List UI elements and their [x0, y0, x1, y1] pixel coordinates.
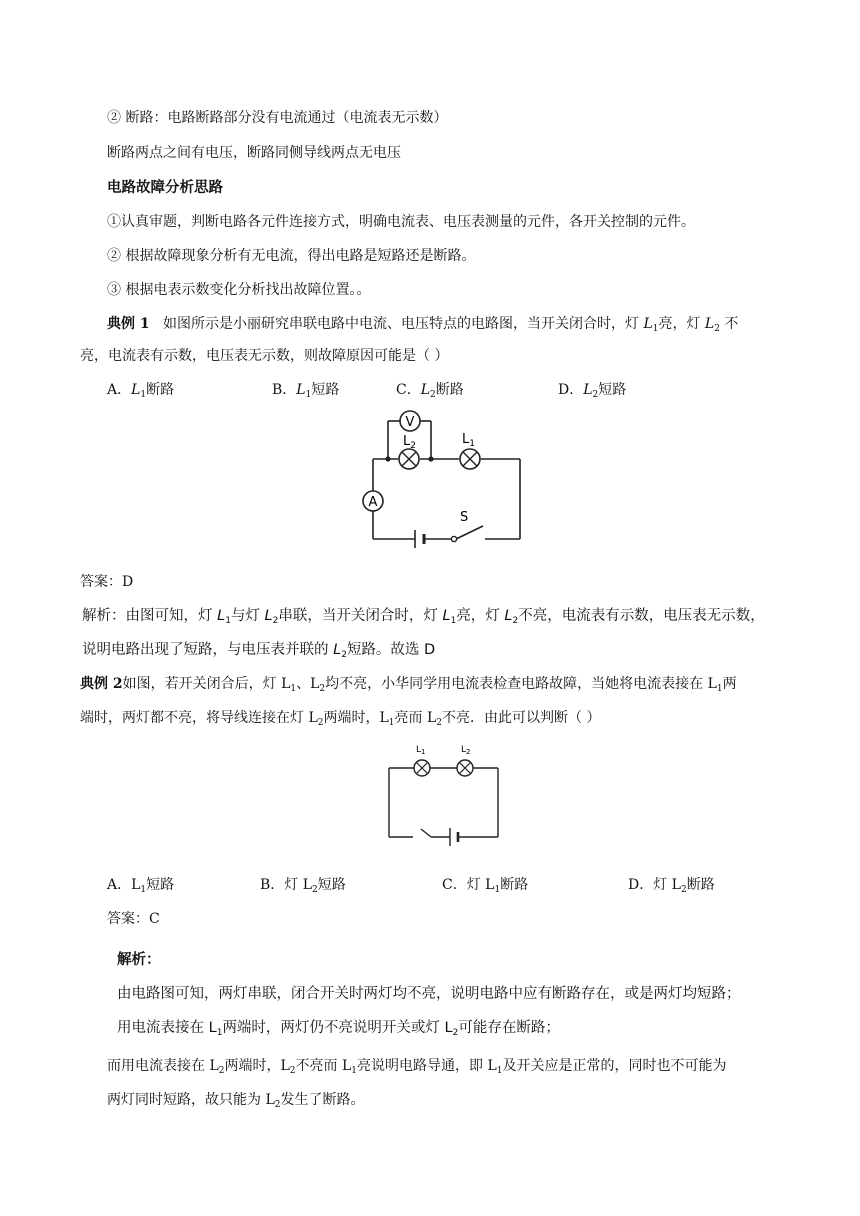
- text-line-open-circuit: ② 断路：电路断路部分没有电流通过（电流表无示数）: [107, 110, 448, 126]
- example2-analysis-line1: 由电路图可知，两灯串联，闭合开关时两灯均不亮，说明电路中应有断路存在，或是两灯均短路；: [117, 986, 741, 1002]
- example2-analysis-line4: 两灯同时短路，故只能为 $L_2$发生了断路。: [107, 1092, 365, 1110]
- example2-question-line2: 端时，两灯都不亮，将导线连接在灯 $L_2$两端时，$L_1$亮而 $L_2$不亮．由此可以判断（ ）: [80, 710, 601, 728]
- lamp2-label: $L_2$: [403, 434, 416, 451]
- circuit-diagram-2: [385, 740, 505, 845]
- example1-label: 典例 1: [107, 316, 150, 332]
- example1-option-a: A．$L_1$断路: [107, 382, 175, 400]
- lamp2-label: $L_2$: [461, 745, 471, 756]
- example1-question-line1: 典例 1 如图所示是小丽研究串联电路中电流、电压特点的电路图，当开关闭合时，灯 $L_1$亮，灯 $L_2$ 不: [107, 316, 739, 334]
- section-heading: 电路故障分析思路: [107, 180, 223, 196]
- switch-label: S: [460, 510, 469, 525]
- lamp-icon: [399, 449, 419, 469]
- example2-option-c: C．灯 $L_1$断路: [442, 877, 529, 895]
- example1-analysis-line1: 解析：由图可知，灯 $L_1$与灯 $L_2$串联，当开关闭合时，灯 $L_1$亮，灯 $L_2$不亮，电流表有示数，电压表无示数，: [82, 608, 765, 626]
- example1-analysis-line2: 说明电路出现了短路，与电压表并联的 $L_2$短路。故选 D: [82, 642, 436, 660]
- example1-option-c: C．$L_2$断路: [396, 382, 464, 400]
- example1-question-line2: 亮，电流表有示数，电压表无示数，则故障原因可能是（ ）: [80, 348, 449, 364]
- example2-question-line1: 典例 2如图，若开关闭合后，灯 $L_1$、$L_2$均不亮，小华同学用电流表检查电路故障，当她将电流表接在 $L_1$两: [80, 676, 737, 694]
- ammeter-label: A: [368, 495, 378, 510]
- example2-option-b: B．灯 $L_2$短路: [260, 877, 346, 895]
- voltmeter-label: V: [405, 415, 415, 430]
- example1-answer: 答案：D: [80, 574, 134, 590]
- example1-option-d: D．$L_2$短路: [558, 382, 627, 400]
- text-step-2: ② 根据故障现象分析有无电流，得出电路是短路还是断路。: [107, 248, 476, 264]
- example2-label: 典例 2: [80, 676, 123, 692]
- example2-analysis-line3: 而用电流表接在 $L_2$两端时，$L_2$不亮而 $L_1$亮说明电路导通，即 $L_1$及开关应是正常的，同时也不可能为: [107, 1058, 727, 1076]
- text-line-voltage: 断路两点之间有电压，断路同侧导线两点无电压: [107, 145, 401, 161]
- example2-analysis-line2: 用电流表接在 $L_1$两端时，两灯仍不亮说明开关或灯 $L_2$可能存在断路；: [117, 1020, 560, 1038]
- example2-answer: 答案：C: [107, 911, 160, 927]
- example2-option-d: D．灯 $L_2$断路: [628, 877, 715, 895]
- example1-option-b: B．$L_1$短路: [272, 382, 340, 400]
- lamp1-label: $L_1$: [462, 432, 475, 449]
- lamp-icon: [414, 760, 430, 776]
- circuit-diagram-1: [360, 405, 530, 550]
- example2-option-a: A．$L_1$短路: [107, 877, 175, 895]
- example2-analysis-heading: 解析：: [117, 952, 161, 968]
- text-step-3: ③ 根据电表示数变化分析找出故障位置。。: [107, 282, 371, 298]
- lamp-icon: [460, 449, 480, 469]
- lamp1-label: $L_1$: [416, 745, 426, 756]
- lamp-icon: [457, 760, 473, 776]
- text-step-1: ①认真审题，判断电路各元件连接方式，明确电流表、电压表测量的元件，各开关控制的元件。: [107, 214, 695, 230]
